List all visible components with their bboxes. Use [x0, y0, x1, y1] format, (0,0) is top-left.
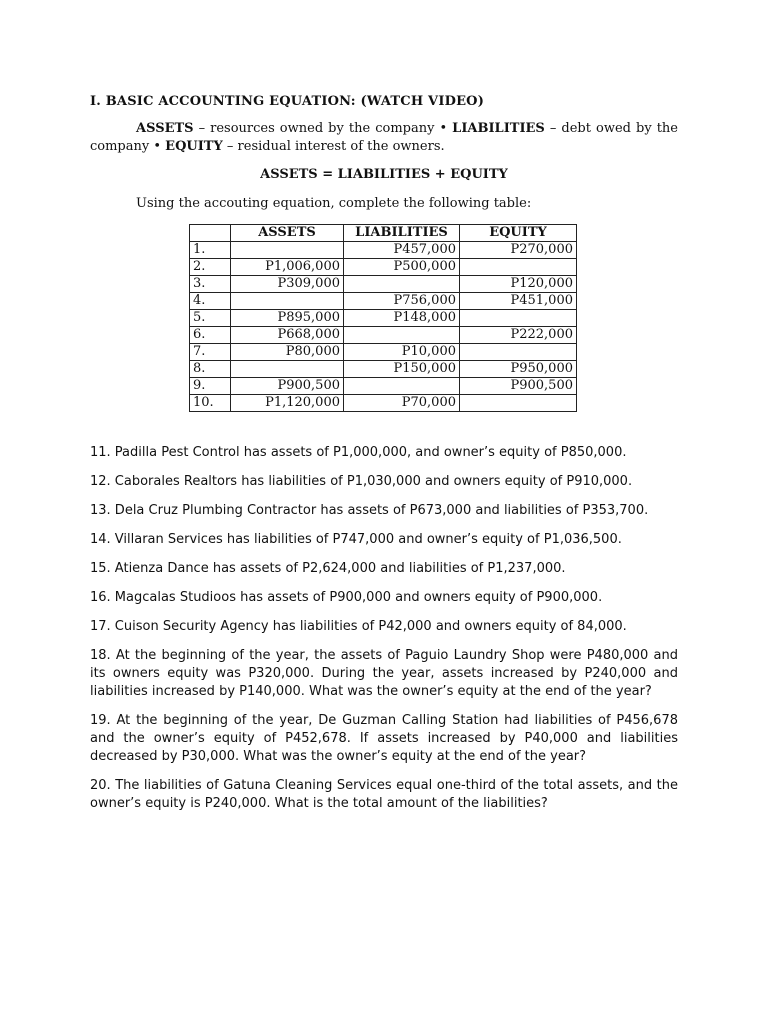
accounting-table: [189, 224, 577, 412]
problem-item: 15. Atienza Dance has assets of P2,624,000 and liabilities of P1,237,000.: [90, 561, 566, 576]
problem-item: 16. Magcalas Studioos has assets of P900,000 and owners equity of P900,000.: [90, 590, 603, 605]
table-row: [190, 378, 577, 395]
assets-cell: [231, 361, 344, 378]
table-instruction: Using the accouting equation, complete the following table:: [136, 196, 532, 211]
liabilities-cell: P457,000: [344, 242, 460, 259]
assets-cell: [231, 293, 344, 310]
table-row: [190, 361, 577, 378]
header-liabilities: LIABILITIES: [344, 225, 460, 242]
problem-item: 18. At the beginning of the year, the assets of Paguio Laundry Shop were P480,000 and its owners equity was P320,000. During the year, assets increased by P240,000 and liabilities increased by P140,000. What was the owner’s equity at the end of the year?: [90, 648, 678, 699]
equity-term: EQUITY: [165, 139, 223, 154]
equity-cell: [460, 259, 577, 276]
problem-item: 17. Cuison Security Agency has liabilities of P42,000 and owners equity of 84,000.: [90, 619, 627, 634]
assets-cell: P1,120,000: [231, 395, 344, 412]
row-number-cell: 2.: [190, 259, 231, 276]
row-number-cell: 5.: [190, 310, 231, 327]
row-number-cell: 3.: [190, 276, 231, 293]
assets-cell: [231, 242, 344, 259]
equity-cell: [460, 310, 577, 327]
table-header-row: [190, 225, 577, 242]
problem-item: 20. The liabilities of Gatuna Cleaning Services equal one-third of the total assets, and the owner’s equity is P240,000. What is the total amount of the liabilities?: [90, 778, 678, 811]
assets-cell: P900,500: [231, 378, 344, 395]
header-number: [190, 225, 231, 242]
liabilities-cell: P756,000: [344, 293, 460, 310]
equity-definition: – residual interest of the owners.: [222, 139, 445, 154]
equity-cell: P270,000: [460, 242, 577, 259]
liabilities-cell: [344, 327, 460, 344]
problem-item: 11. Padilla Pest Control has assets of P1,000,000, and owner’s equity of P850,000.: [90, 445, 627, 460]
liabilities-definition: – debt owed by the company •: [90, 121, 678, 154]
assets-cell: P309,000: [231, 276, 344, 293]
liabilities-term: LIABILITIES: [452, 121, 545, 136]
definitions-paragraph: [90, 120, 678, 156]
row-number-cell: 7.: [190, 344, 231, 361]
equity-cell: P451,000: [460, 293, 577, 310]
table-body: [190, 242, 577, 412]
equity-cell: [460, 344, 577, 361]
row-number-cell: 9.: [190, 378, 231, 395]
problem-item: 13. Dela Cruz Plumbing Contractor has assets of P673,000 and liabilities of P353,700.: [90, 503, 649, 518]
assets-cell: P668,000: [231, 327, 344, 344]
table-row: [190, 310, 577, 327]
row-number-cell: 8.: [190, 361, 231, 378]
table-row: [190, 344, 577, 361]
assets-definition: – resources owned by the company •: [193, 121, 453, 136]
liabilities-cell: P500,000: [344, 259, 460, 276]
table-row: [190, 327, 577, 344]
problem-item: 19. At the beginning of the year, De Guzman Calling Station had liabilities of P456,678 and the owner’s equity of P452,678. If assets increased by P40,000 and liabilities decreased by P30,000. What was the owner’s equity at the end of the year?: [90, 713, 678, 764]
problem-list: [90, 444, 678, 824]
row-number-cell: 4.: [190, 293, 231, 310]
liabilities-cell: P70,000: [344, 395, 460, 412]
table-row: [190, 293, 577, 310]
table-row: [190, 395, 577, 412]
assets-term: ASSETS: [136, 121, 194, 136]
equity-cell: P950,000: [460, 361, 577, 378]
equity-cell: P120,000: [460, 276, 577, 293]
section-heading: I. BASIC ACCOUNTING EQUATION: (WATCH VIDEO): [90, 94, 485, 109]
table-row: [190, 242, 577, 259]
problem-item: 12. Caborales Realtors has liabilities of P1,030,000 and owners equity of P910,000.: [90, 474, 633, 489]
liabilities-cell: [344, 378, 460, 395]
header-assets: ASSETS: [231, 225, 344, 242]
header-equity: EQUITY: [460, 225, 577, 242]
equity-cell: P900,500: [460, 378, 577, 395]
liabilities-cell: [344, 276, 460, 293]
row-number-cell: 6.: [190, 327, 231, 344]
row-number-cell: 10.: [190, 395, 231, 412]
problem-item: 14. Villaran Services has liabilities of P747,000 and owner’s equity of P1,036,500.: [90, 532, 622, 547]
equity-cell: [460, 395, 577, 412]
table-row: [190, 259, 577, 276]
assets-cell: P895,000: [231, 310, 344, 327]
accounting-equation: ASSETS = LIABILITIES + EQUITY: [260, 167, 508, 182]
equity-cell: P222,000: [460, 327, 577, 344]
assets-cell: P1,006,000: [231, 259, 344, 276]
table-row: [190, 276, 577, 293]
assets-cell: P80,000: [231, 344, 344, 361]
liabilities-cell: P148,000: [344, 310, 460, 327]
liabilities-cell: P150,000: [344, 361, 460, 378]
liabilities-cell: P10,000: [344, 344, 460, 361]
row-number-cell: 1.: [190, 242, 231, 259]
